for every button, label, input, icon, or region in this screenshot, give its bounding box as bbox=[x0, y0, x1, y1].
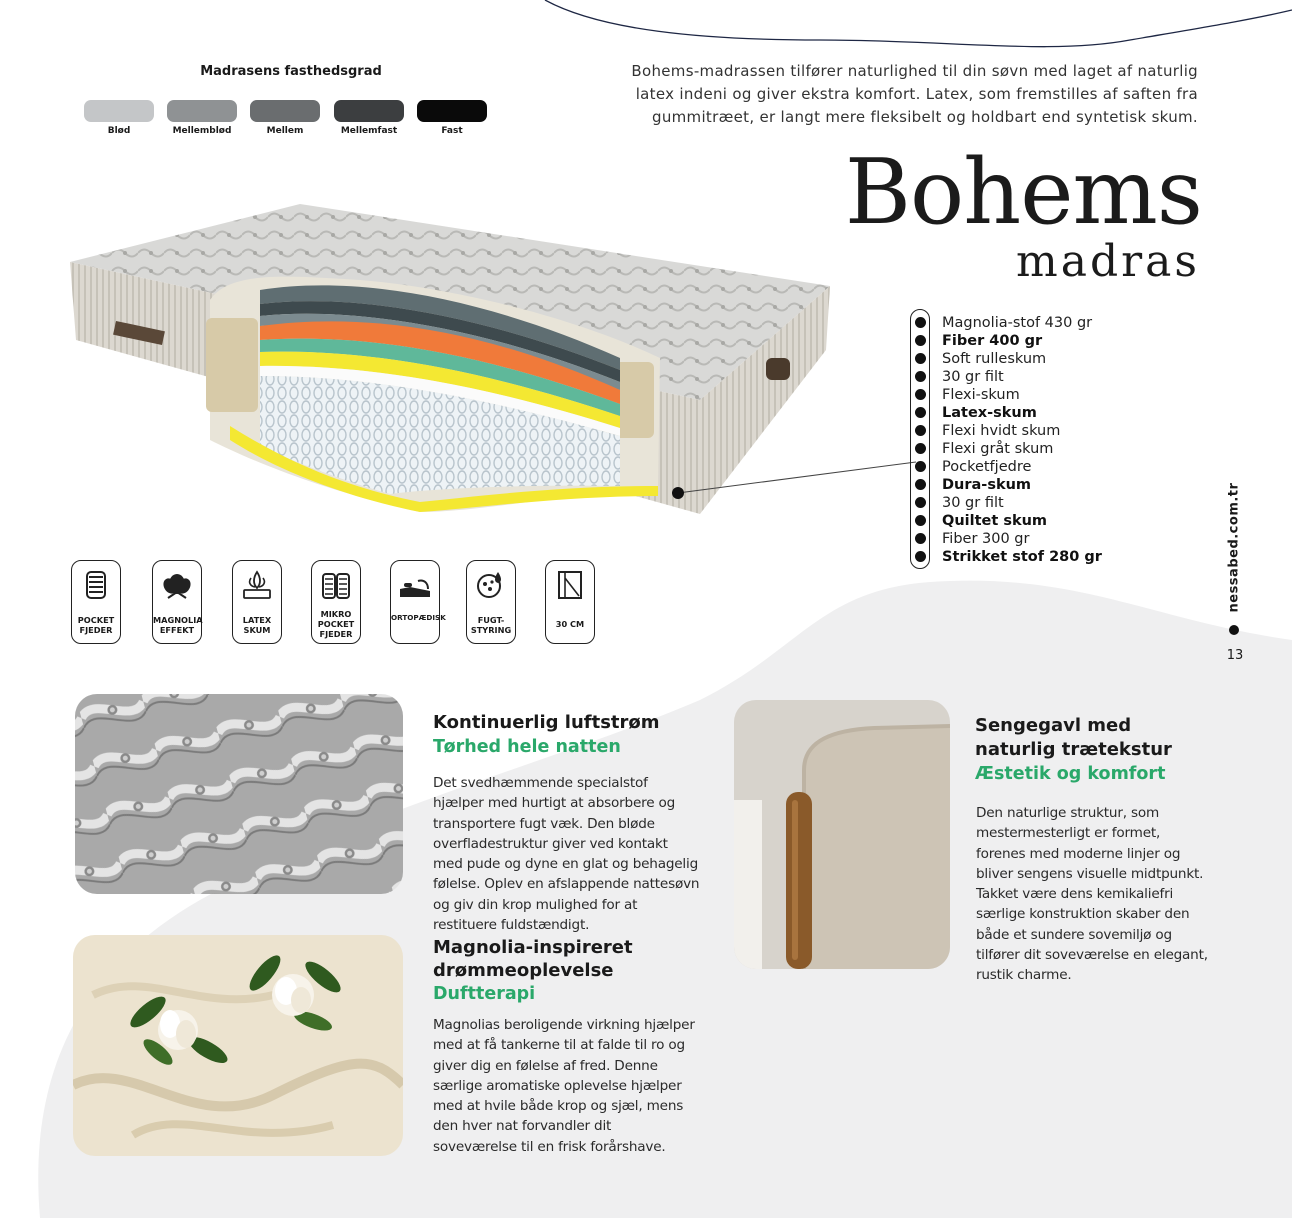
layer-label: Fiber 400 gr bbox=[942, 333, 1043, 349]
feature-pocket-spring bbox=[71, 560, 121, 644]
feature-label: MIKRO bbox=[320, 609, 352, 619]
moisture-icon bbox=[474, 568, 508, 602]
layer-label: Flexi hvidt skum bbox=[942, 423, 1061, 439]
firmness-title: Madrasens fasthedsgrad bbox=[200, 64, 382, 79]
page-number: 13 bbox=[1226, 648, 1244, 663]
firmness-label: Fast bbox=[441, 126, 463, 136]
feature-label: 30 CM bbox=[555, 619, 585, 629]
layer-dot bbox=[915, 515, 926, 526]
layer-dot bbox=[915, 425, 926, 436]
layer-connector-line bbox=[668, 456, 918, 502]
layer-label: Quiltet skum bbox=[942, 513, 1048, 529]
section-title-airflow: Kontinuerlig luftstrøm bbox=[433, 712, 660, 733]
section-subtitle-headboard: Æstetik og komfort bbox=[975, 764, 1166, 784]
firmness-swatch-medium-soft bbox=[167, 100, 237, 122]
layer-label: Pocketfjedre bbox=[942, 459, 1032, 475]
intro-text: Bohems-madrassen tilfører naturlighed til din søvn med laget af naturlig latex indeni og giver ekstra komfort. Latex, som fremstilles af saften fra gummitræet, er langt mere fleksibelt og holdbart end syntetisk skum. bbox=[631, 62, 1198, 126]
layer-bar bbox=[910, 309, 930, 569]
section-title-magnolia-line2: drømmeoplevelse bbox=[433, 960, 614, 981]
section-body-magnolia: Magnolias beroligende virkning hjælper med at få tankerne til at falde til ro og giver dig en følelse af fred. Denne særlige aromatiske oplevelse hjælper med at hvile både krop og sjæl, mens den hver nat forvandler dit soveværelse til en frisk forårshave. bbox=[433, 1017, 695, 1155]
layer-dot bbox=[915, 479, 926, 490]
layer-dot bbox=[915, 353, 926, 364]
layer-label: Fiber 300 gr bbox=[942, 531, 1030, 547]
feature-label: LATEX bbox=[242, 615, 272, 625]
feature-label: EFFEKT bbox=[159, 625, 195, 635]
layer-label: Flexi-skum bbox=[942, 387, 1020, 403]
feature-moisture-control bbox=[466, 560, 516, 644]
layer-label: Soft rulleskum bbox=[942, 351, 1047, 367]
layer-label: Flexi gråt skum bbox=[942, 441, 1054, 457]
layer-dot bbox=[915, 533, 926, 544]
layer-label: Latex-skum bbox=[942, 405, 1037, 421]
layer-label: Dura-skum bbox=[942, 477, 1032, 493]
feature-micro-pocket-spring bbox=[311, 560, 361, 644]
section-body-airflow: Det svedhæmmende specialstof hjælper med hurtigt at absorbere og transportere fugt væk. Den bløde overfladestruktur giver ved kontakt med pude og dyne en glat og behagelig følelse. Oplev en afslappende nattesøvn og giv din krop mulighed for at restituere fuldstændigt. bbox=[433, 775, 700, 934]
side-dot bbox=[1229, 625, 1239, 635]
spring-icon bbox=[79, 568, 113, 602]
feature-label: MAGNOLIA bbox=[153, 615, 203, 625]
firmness-swatch-soft bbox=[84, 100, 154, 122]
section-title-magnolia: Magnolia-inspireret bbox=[433, 937, 633, 958]
layer-dot bbox=[915, 551, 926, 562]
layer-label: 30 gr filt bbox=[942, 495, 1004, 511]
firmness-swatch-medium-firm bbox=[334, 100, 404, 122]
firmness-label: Mellemfast bbox=[340, 126, 398, 136]
section-title-headboard: Sengegavl med bbox=[975, 715, 1132, 736]
feature-label: FJEDER bbox=[79, 625, 113, 635]
layer-dot bbox=[915, 335, 926, 346]
orthopedic-icon bbox=[398, 573, 432, 607]
feature-orthopedic bbox=[390, 560, 446, 644]
website-url: nessabed.com.tr bbox=[1226, 482, 1242, 613]
product-title: Bohems bbox=[844, 140, 1202, 245]
layer-dot bbox=[915, 317, 926, 328]
firmness-label: Mellem bbox=[266, 126, 304, 136]
layer-dot bbox=[915, 443, 926, 454]
section-subtitle-airflow: Tørhed hele natten bbox=[433, 737, 621, 757]
feature-label: FUGT- bbox=[477, 615, 505, 625]
feature-label: SKUM bbox=[243, 625, 271, 635]
layer-dot bbox=[915, 461, 926, 472]
layer-label: Magnolia-stof 430 gr bbox=[942, 315, 1093, 331]
section-title-headboard-line2: naturlig trætekstur bbox=[975, 739, 1172, 760]
layer-dot bbox=[915, 407, 926, 418]
feature-label: POCKET bbox=[317, 619, 355, 629]
magnolia-icon bbox=[160, 568, 194, 602]
feature-latex bbox=[232, 560, 282, 644]
height-icon bbox=[553, 568, 587, 602]
firmness-swatch-medium bbox=[250, 100, 320, 122]
layer-dot bbox=[915, 497, 926, 508]
product-subtitle: madras bbox=[1016, 236, 1200, 287]
magnolia-photo bbox=[73, 935, 403, 1156]
micro-spring-icon bbox=[319, 568, 353, 602]
feature-label: POCKET bbox=[77, 615, 115, 625]
firmness-label: Mellemblød bbox=[172, 126, 232, 136]
feature-height bbox=[545, 560, 595, 644]
layer-dot bbox=[915, 371, 926, 382]
layer-label: Strikket stof 280 gr bbox=[942, 549, 1102, 565]
headboard-photo bbox=[734, 700, 950, 969]
feature-label: STYRING bbox=[470, 625, 512, 635]
feature-label: ORTOPÆDISK bbox=[391, 613, 446, 622]
firmness-label: Blød bbox=[107, 126, 131, 136]
layer-dot bbox=[915, 389, 926, 400]
layer-label: 30 gr filt bbox=[942, 369, 1004, 385]
feature-magnolia bbox=[152, 560, 202, 644]
section-subtitle-magnolia: Duftterapi bbox=[433, 984, 536, 1004]
feature-label: FJEDER bbox=[319, 629, 353, 639]
fabric-photo bbox=[75, 694, 403, 894]
side-url bbox=[1222, 482, 1244, 615]
latex-icon bbox=[240, 568, 274, 602]
firmness-swatch-firm bbox=[417, 100, 487, 122]
section-body-headboard: Den naturlige struktur, som mestermesterligt er formet, forenes med moderne linjer og bliver sengens visuelle midtpunkt. Takket være dens kemikaliefri særlige konstruktion skaber den både et sundere sovemiljø og tilfører dit soveværelse en elegant, rustik charme. bbox=[976, 805, 1208, 984]
